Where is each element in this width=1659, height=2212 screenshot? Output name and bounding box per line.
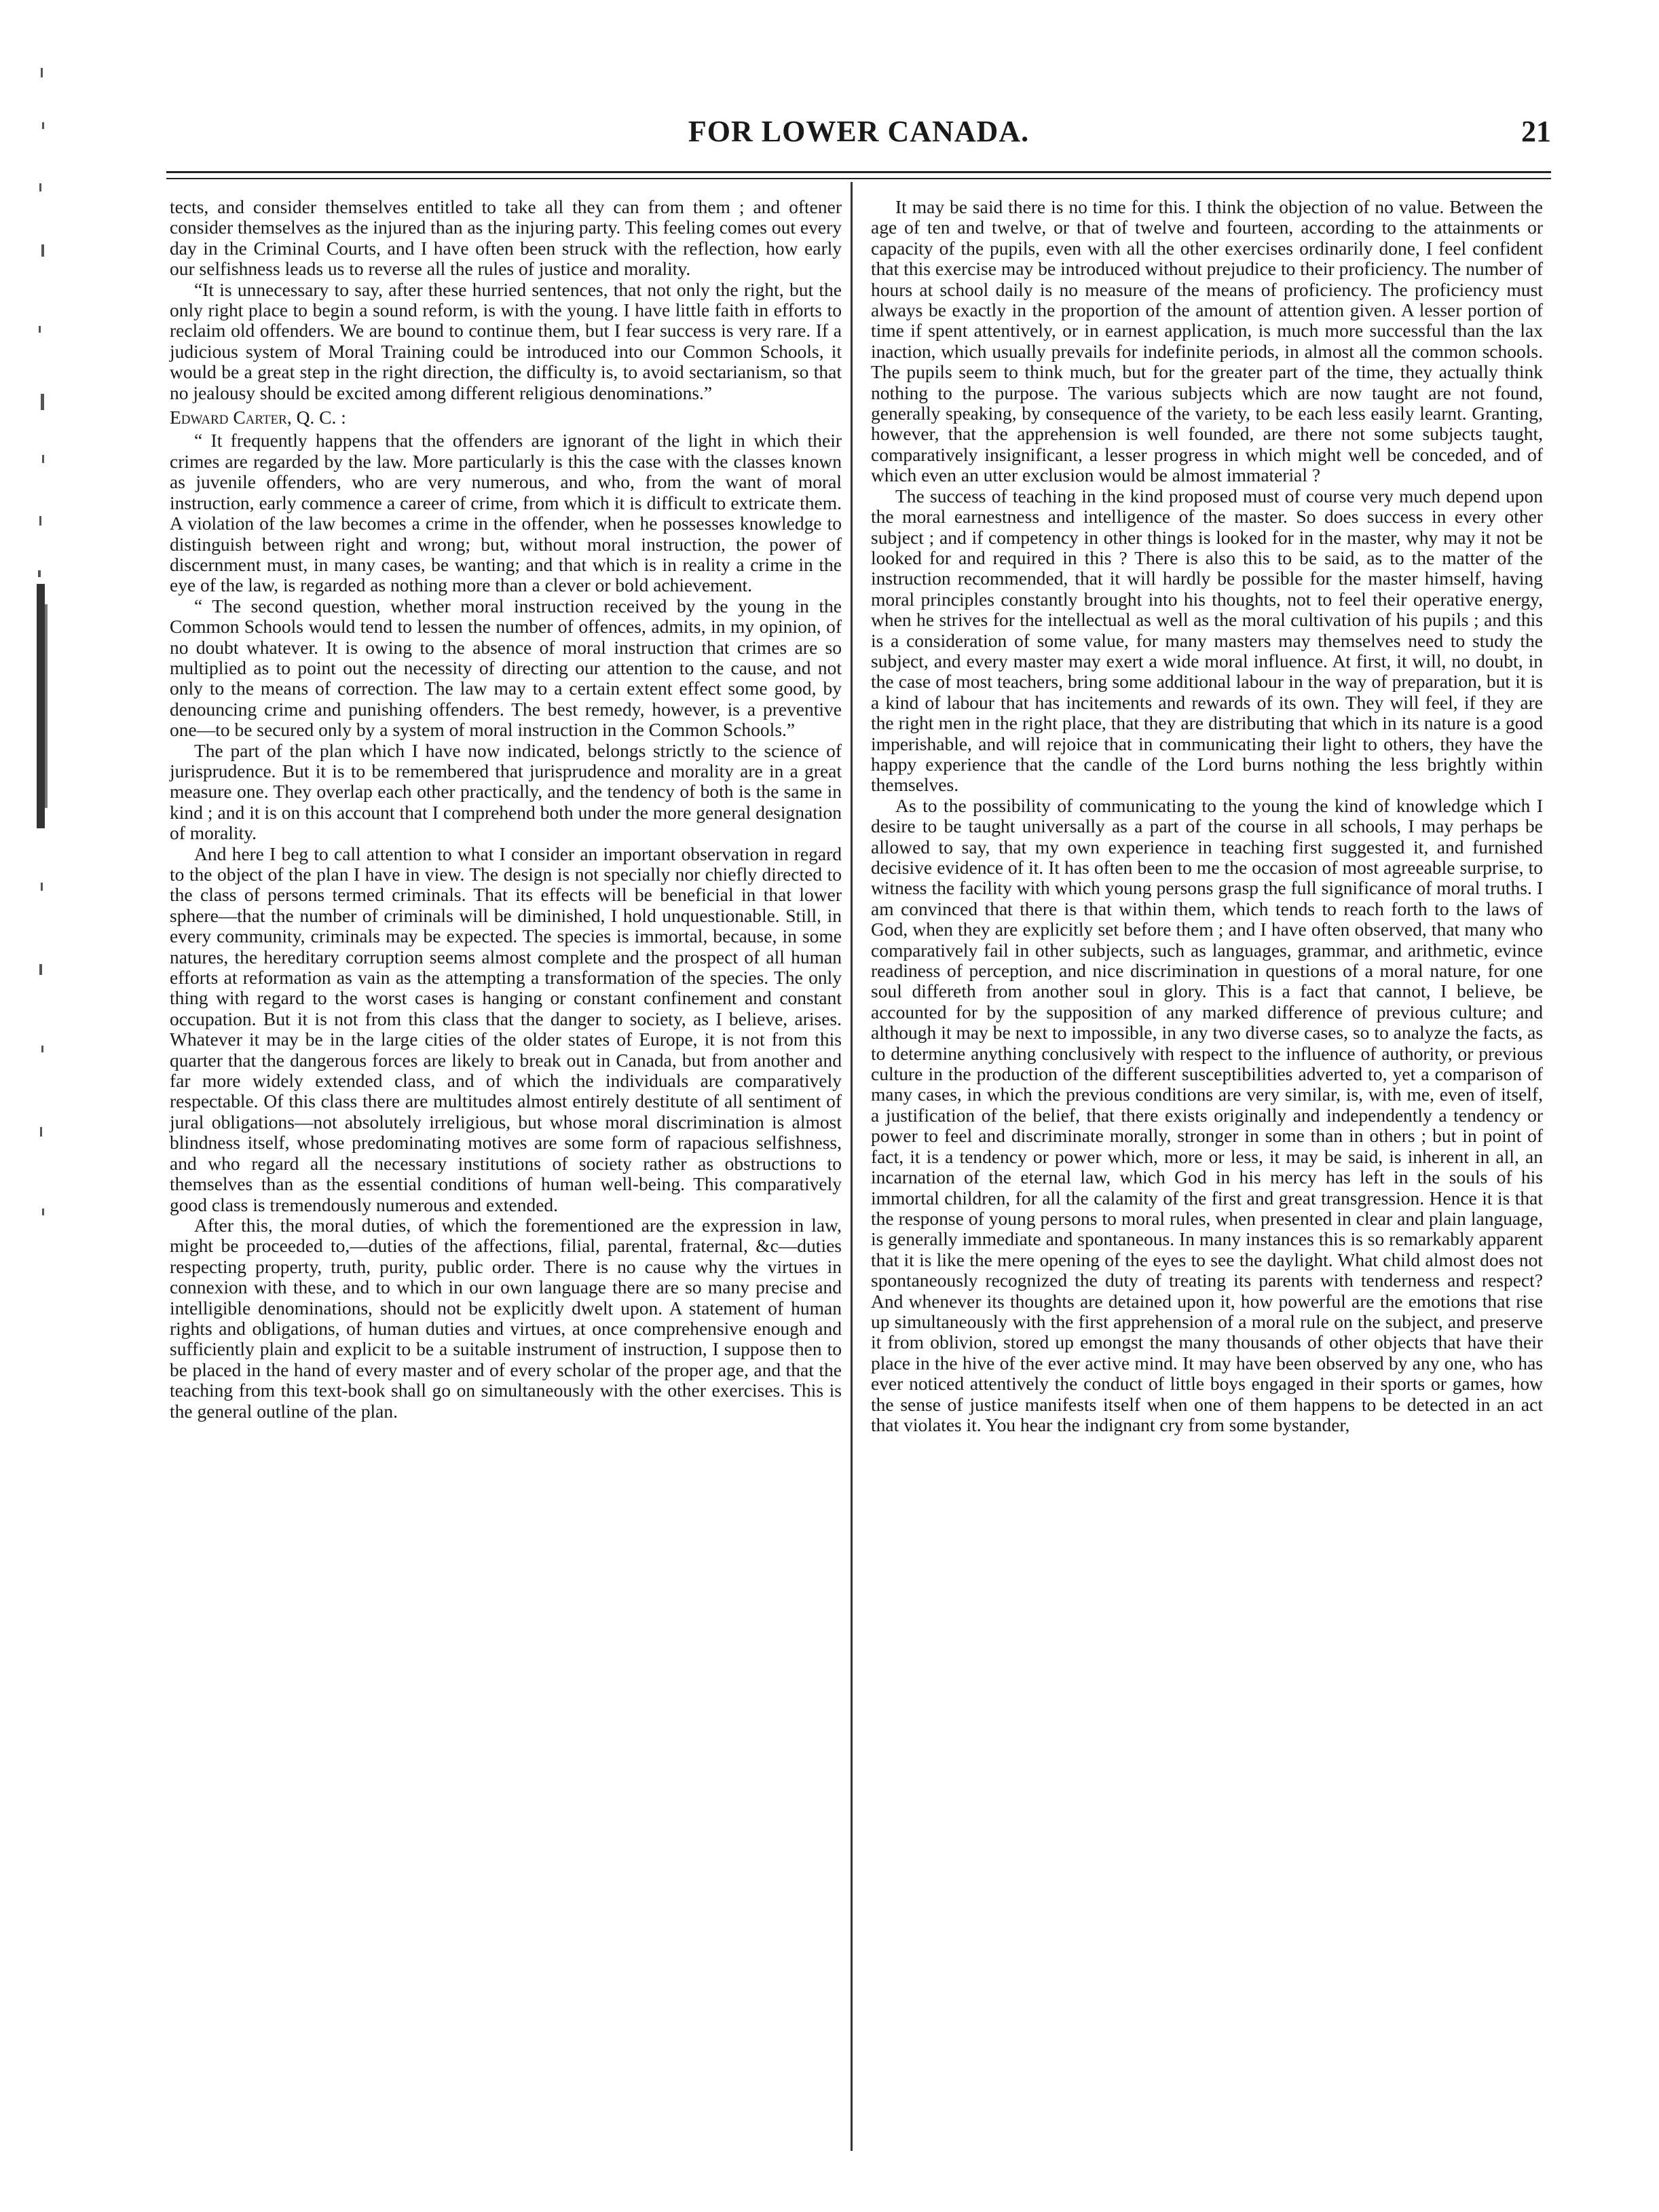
- paragraph: After this, the moral duties, of which the forementioned are the expression in law, might be proceeded to,—duties of the affections, filial, parental, fraternal, &c—duties respecting property, truth, purity, public order. There is no cause why the virtues in connexion with these, and to which in our own language there are so many precise and intelligible denominations, should not be explicitly dwelt upon. A statement of human rights and obligations, of human duties and virtues, at once comprehensive enough and sufficiently plain and explicit to be a suitable instrument of instruction, I suppose then to be placed in the hand of every master and of every scholar of the proper age, and that the teaching from this text-book shall go on simultaneously with the other exercises. This is the general outline of the plan.: [170, 1214, 842, 1422]
- left-column: [170, 197, 842, 1422]
- paragraph: tects, and consider themselves entitled to take all they can from them ; and oftener consider themselves as the injured than as the injuring party. This feeling comes out every day in the Criminal Courts, and I have often been struck with the reflection, how early our selfishness leads us to reverse all the rules of justice and morality.: [170, 196, 842, 280]
- paragraph: “ It frequently happens that the offenders are ignorant of the light in which their crimes are regarded by the law. More particularly is this the case with the classes known as juvenile offenders, who are very numerous, and who, from the want of moral instruction, early commence a career of crime, from which it is difficult to extricate them. A violation of the law becomes a crime in the offender, when he possesses knowledge to distinguish between right and wrong; but, without moral instruction, the power of discernment must, in many cases, be wanting; and that which is in reality a crime in the eye of the law, is regarded as nothing more than a clever or bold achievement.: [170, 430, 842, 596]
- paragraph: It may be said there is no time for this. I think the objection of no value. Between the age of ten and twelve, or that of twelve and fourteen, according to the attainments or capacity of the pupils, even with all the other exercises ordinarily done, I feel confident that this exercise may be introduced without prejudice to their proficiency. The number of hours at school daily is no measure of the means of proficiency. The proficiency must always be exactly in the proportion of the amount of attention given. A lesser portion of time if spent attentively, or in earnest application, is much more successful than the lax inaction, which usually prevails for indefinite periods, in almost all the common schools. The pupils seem to think much, but for the greater part of the time, they actually think nothing to the purpose. The various subjects which are now taught are not found, generally speaking, by consequence of the variety, to be each less easily learnt. Granting, however, that the apprehension is well founded, are there not some subjects taught, comparatively insignificant, a lesser progress in which might well be conceded, and of which even an utter exclusion would be almost immaterial ?: [871, 196, 1543, 486]
- right-column: [871, 197, 1543, 1435]
- header-rule-thick: [166, 171, 1551, 173]
- paragraph: The success of teaching in the kind proposed must of course very much depend upon the moral earnestness and intelligence of the master. So does success in every other subject ; and if competency in other things is looked for in the master, why may it not be looked for and required in this ? There is also this to be said, as to the matter of the instruction recommended, that it will hardly be possible for the master himself, having moral principles constantly brought into his thoughts, not to feel their operative energy, when he strives for the intellectual as well as the moral cultivation of his pupils ; and this is a consideration of some value, for many masters may themselves need to study the subject, and every master may exert a wide moral influence. At first, it will, no doubt, in the case of most teachers, bring some additional labour in the way of preparation, but it is a kind of labour that has incitements and rewards of its own. They will feel, if they are the right men in the right place, that they are distributing that which in its nature is a good imperishable, and will rejoice that in communicating their light to others, they have the happy experience that the candle of the Lord burns nothing the less brightly within themselves.: [871, 485, 1543, 796]
- speaker-heading: Edward Carter, Q. C. :: [170, 407, 346, 428]
- paragraph: “It is unnecessary to say, after these hurried sentences, that not only the right, but the only right place to begin a sound reform, is with the young. I have little faith in efforts to reclaim old offenders. We are bound to continue them, but I fear success is very rare. If a judicious system of Moral Training could be introduced into our Common Schools, it would be a great step in the right direction, the difficulty is, to avoid sectarianism, so that no jealousy should be excited among different religious denominations.”: [170, 278, 842, 403]
- page-header: [166, 114, 1551, 162]
- binding-margin-marks: [0, 41, 109, 1331]
- column-divider: [851, 182, 853, 2151]
- paragraph: As to the possibility of communicating to the young the kind of knowledge which I desire to be taught universally as a part of the course in all schools, I may perhaps be allowed to say, that my own experience in teaching first suggested it, and furnished decisive evidence of it. It has often been to me the occasion of most agreeable surprise, to witness the facility with which young persons grasp the full significance of moral truths. I am convinced that there is that within them, which tends to reach forth to the laws of God, when they are explicitly set before them ; and I have often observed, that many who comparatively fail in other subjects, such as languages, grammar, and arithmetic, evince readiness of perception, and nice discrimination in questions of a moral nature, for one soul differeth from another soul in glory. This is a fact that cannot, I believe, be accounted for by the supposition of any marked difference of previous culture; and although it may be next to impossible, in any two diverse cases, so to analyze the facts, as to determine anything conclusively with respect to the influence of authority, or previous culture in the production of the different susceptibilities adverted to, yet a comparison of many cases, in which the previous conditions are very similar, is, with me, even of itself, a justification of the belief, that there exists originally and independently a tendency or power to feel and discriminate morally, stronger in some than in others ; but in point of fact, it is a tendency or power which, more or less, it may be said, is inherent in all, an incarnation of the eternal law, which God in his mercy has left in the souls of his immortal children, for all the calamity of the first and great transgression. Hence it is that the response of young persons to moral rules, when presented in clear and plain language, is generally immediate and spontaneous. In many instances this is so remarkably apparent that it is like the mere opening of the eyes to see the daylight. What child almost does not spontaneously recognized the duty of treating its parents with tenderness and respect? And whenever its thoughts are detained upon it, how powerful are the emotions that rise up simultaneously with the first apprehension of a moral rule on the subject, and preserve it from oblivion, stored up emongst the many thousands of other objects that have their place in the hive of the ever active mind. It may have been observed by any one, who has ever noticed attentively the conduct of little boys engaged in their sports or games, how the sense of justice manifests itself when one of them happens to be detected in an act that violates it. You hear the indignant cry from some bystander,: [871, 794, 1543, 1435]
- header-rule-thin: [166, 178, 1551, 179]
- running-head: FOR LOWER CANADA.: [688, 115, 1030, 148]
- paragraph: And here I beg to call attention to what I consider an important observation in regard to the object of the plan I have in view. The design is not specially nor chiefly directed to the class of persons termed criminals. That its effects will be beneficial in that lower sphere—that the number of criminals will be diminished, I hold unquestionable. Still, in every community, criminals may be expected. The species is immortal, because, in some natures, the hereditary corruption seems almost complete and the prospect of all human efforts at reformation as vain as the attempting a transformation of the species. The only thing with regard to the worst cases is hanging or constant confinement and constant occupation. But it is not from this class that the danger to society, as I believe, arises. Whatever it may be in the large cities of the older states of Europe, it is not from this quarter that the dangerous forces are likely to break out in Canada, but from another and far more widely extended class, and of which the individuals are comparatively respectable. Of this class there are multitudes almost entirely destitute of all sentiment of jural obligations—not absolutely irreligious, but whose moral discrimination is almost blindness itself, whose predominating motives are some form of rapacious selfishness, and who regard all the necessary institutions of society rather as obstructions to themselves than as the essential conditions of human well-being. This comparatively good class is tremendously numerous and extended.: [170, 843, 842, 1215]
- paragraph: “ The second question, whether moral instruction received by the young in the Common Schools would tend to lessen the number of offences, admits, in my opinion, of no doubt whatever. It is owing to the absence of moral instruction that crimes are so multiplied as to point out the necessity of directing our attention to the cause, and not only to the means of correction. The law may to a certain extent effect some good, by denouncing crime and punishing offenders. The best remedy, however, is a preventive one—to be secured only by a system of moral instruction in the Common Schools.”: [170, 595, 842, 741]
- page-number: 21: [1521, 115, 1551, 148]
- paragraph: The part of the plan which I have now indicated, belongs strictly to the science of jurisprudence. But it is to be remembered that jurisprudence and morality are in a great measure one. They overlap each other practically, and the tendency of both is the same in kind ; and it is on this account that I comprehend both under the more general designation of morality.: [170, 739, 842, 844]
